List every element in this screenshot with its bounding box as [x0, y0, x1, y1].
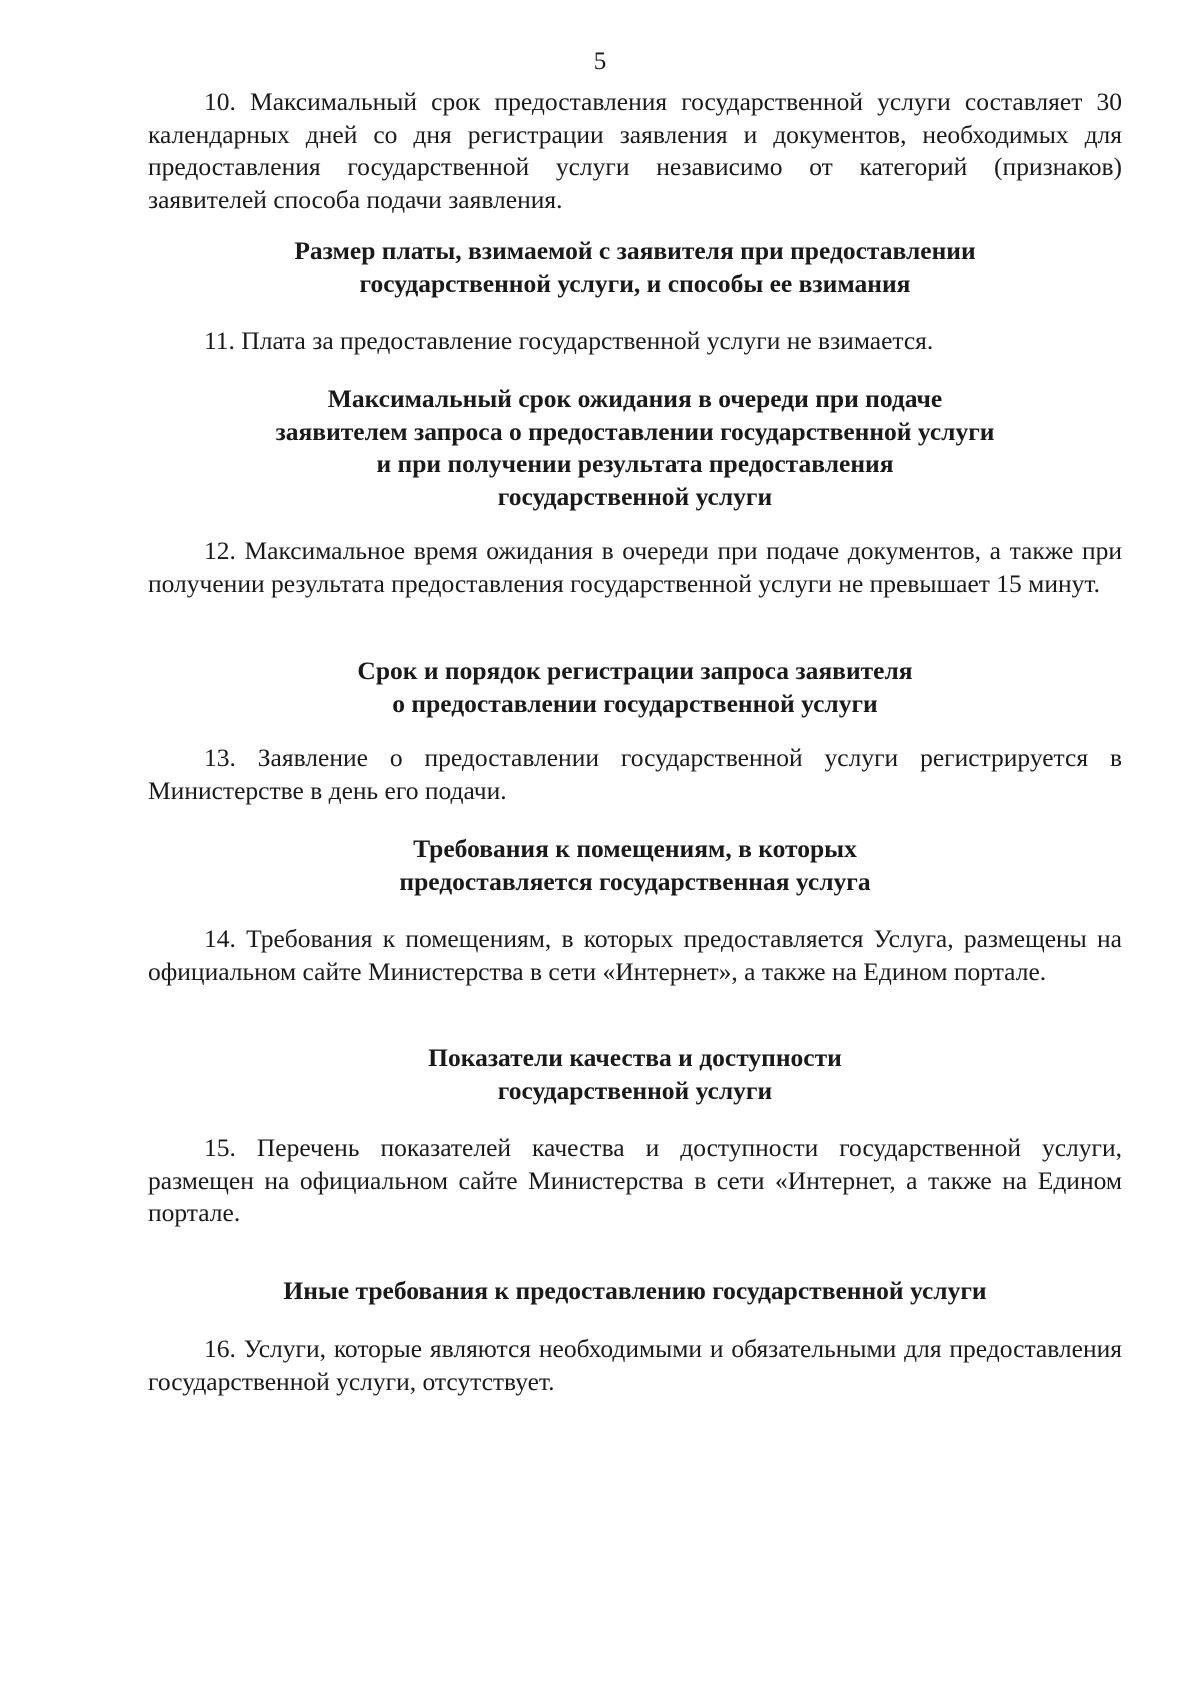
paragraph-12: 12. Максимальное время ожидания в очереди при подаче документов, а также при получении результата предоставления государственной услуги не превышает 15 минут. [148, 536, 1122, 598]
paragraph-16: 16. Услуги, которые являются необходимыми и обязательными для предоставления государственной услуги, отсутствует. [148, 1334, 1122, 1396]
heading-fee [148, 235, 1122, 300]
heading-registration [148, 655, 1122, 720]
heading-quality [148, 1042, 1122, 1107]
heading-quality-line-1: Показатели качества и доступности [428, 1043, 842, 1072]
heading-quality-line-2: государственной услуги [497, 1075, 773, 1105]
heading-queue-line-4: государственной услуги [497, 481, 773, 511]
paragraph-11: 11. Плата за предоставление государственной услуги не взимается. [204, 326, 934, 355]
heading-queue-line-2: заявителем запроса о предоставлении государственной услуги [275, 416, 995, 446]
paragraph-13: 13. Заявление о предоставлении государственной услуги регистрируется в Министерстве в день его подачи. [148, 743, 1122, 805]
heading-premises [148, 833, 1122, 898]
heading-other-line-1: Иные требования к предоставлению государственной услуги [283, 1276, 987, 1305]
heading-registration-line-2: о предоставлении государственной услуги [392, 688, 878, 718]
heading-registration-line-1: Срок и порядок регистрации запроса заявителя [357, 656, 913, 685]
heading-queue-line-3: и при получении результата предоставления [376, 449, 894, 478]
heading-other [148, 1275, 1122, 1308]
heading-fee-line-2: государственной услуги, и способы ее взимания [359, 268, 911, 298]
heading-premises-line-2: предоставляется государственная услуга [399, 866, 871, 896]
heading-queue-line-1: Максимальный срок ожидания в очереди при подаче [327, 384, 943, 413]
heading-premises-line-1: Требования к помещениям, в которых [413, 834, 857, 863]
page-number: 5 [593, 48, 607, 75]
paragraph-10: 10. Максимальный срок предоставления государственной услуги составляет 30 календарных дней со дня регистрации заявления и документов, необходимых для предоставления государственной услуги независимо от категорий (признаков) заявителей способа подачи заявления. [148, 87, 1122, 214]
heading-fee-line-1: Размер платы, взимаемой с заявителя при предоставлении [294, 236, 976, 265]
paragraph-15: 15. Перечень показателей качества и доступности государственной услуги, размещен на официальном сайте Министерства в сети «Интернет, а также на Едином портале. [148, 1133, 1122, 1227]
paragraph-14: 14. Требования к помещениям, в которых предоставляется Услуга, размещены на официальном сайте Министерства в сети «Интернет», а также на Едином портале. [148, 924, 1122, 986]
heading-queue [148, 383, 1122, 513]
